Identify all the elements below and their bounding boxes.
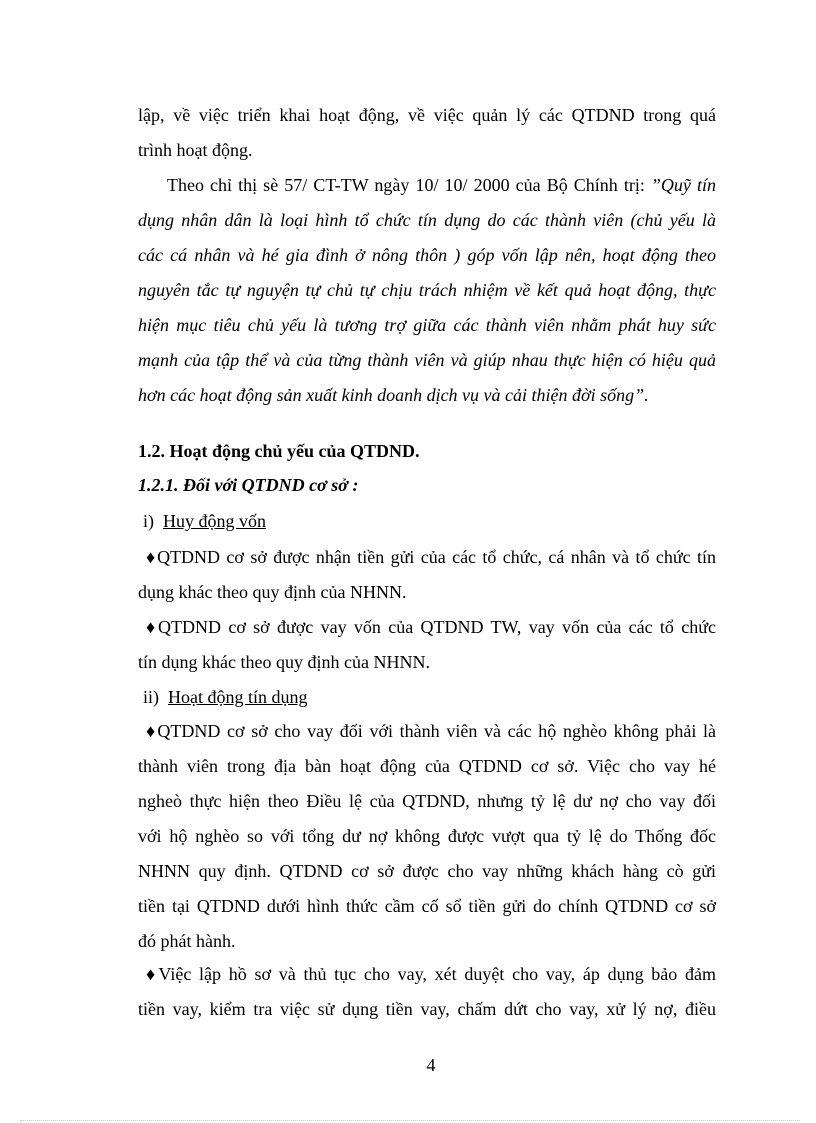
bullet-line (146, 719, 716, 743)
quote-line: nguyên tắc tự nguyện tự chủ tự chịu trách nhiệm về kết quả hoạt động, thực (138, 280, 716, 300)
bullet-text: Việc lập hồ sơ và thủ tục cho vay, xét duyệt cho vay, áp dụng bảo đảm (158, 964, 716, 984)
item-ii-title: Hoạt động tín dụng (168, 687, 308, 707)
bullet-line: dụng khác theo quy định của NHNN. (138, 582, 407, 602)
diamond-bullet-icon: ♦ (146, 617, 159, 637)
directive-line (167, 173, 716, 197)
bullet-line: đó phát hành. (138, 931, 236, 951)
diamond-bullet-icon: ♦ (146, 964, 159, 984)
bullet-line (146, 615, 716, 639)
bullet-line: NHNN quy định. QTDND cơ sở được cho vay những khách hàng cò gửi (138, 861, 716, 881)
quote-line: mạnh của tập thể và của từng thành viên và giúp nhau thực hiện có hiệu quả (138, 350, 716, 370)
paragraph-line: trình hoạt động. (138, 140, 253, 160)
paragraph-line: lập, về việc triển khai hoạt động, về việc quản lý các QTDND trong quá (138, 105, 716, 125)
directive-quote-start: ”Quỹ tín (650, 175, 716, 195)
bullet-line: với hộ nghèo so với tổng dư nợ không được vượt qua tỷ lệ do Thống đốc (138, 826, 716, 846)
item-i-title: Huy động vốn (163, 511, 266, 531)
bullet-line: tiền tại QTDND dưới hình thức cầm cố sổ tiền gửi do chính QTDND cơ sở (138, 896, 716, 916)
bullet-text: QTDND cơ sở được nhận tiền gửi của các tổ chức, cá nhân và tổ chức tín (157, 547, 716, 567)
item-ii (143, 685, 721, 709)
bullet-text: QTDND cơ sở cho vay đối với thành viên và các hộ nghèo không phải là (157, 721, 716, 741)
bullet-line: tiền vay, kiểm tra việc sử dụng tiền vay, chấm dứt cho vay, xử lý nợ, điều (138, 999, 716, 1019)
bullet-line: thành viên trong địa bàn hoạt động của QTDND cơ sở. Việc cho vay hé (138, 756, 716, 776)
page-number: 4 (426, 1055, 436, 1075)
directive-lead: Theo chỉ thị sè 57/ CT-TW ngày 10/ 10/ 2000 của Bộ Chính trị: (167, 175, 651, 195)
bullet-line: tín dụng khác theo quy định của NHNN. (138, 652, 430, 672)
section-heading: 1.2. Hoạt động chủ yếu của QTDND. (138, 441, 420, 461)
page-bottom-rule (20, 1120, 800, 1121)
quote-line: hơn các hoạt động sản xuất kinh doanh dịch vụ và cải thiện đời sống”. (138, 385, 649, 405)
item-ii-label: ii) (143, 687, 159, 707)
quote-line: hiện mục tiêu chủ yếu là tương trợ giữa các thành viên nhằm phát huy sức (138, 315, 716, 335)
diamond-bullet-icon: ♦ (146, 547, 158, 567)
item-i (143, 509, 721, 533)
subsection-heading: 1.2.1. Đối với QTDND cơ sở : (138, 475, 359, 495)
bullet-line (146, 545, 716, 569)
diamond-bullet-icon: ♦ (146, 721, 158, 741)
bullet-line: ngheò thực hiện theo Điều lệ của QTDND, nhưng tỷ lệ dư nợ cho vay đối (138, 791, 716, 811)
bullet-line (146, 962, 716, 986)
quote-line: các cá nhân và hé gia đình ở nông thôn ) góp vốn lập nên, hoạt động theo (138, 245, 716, 265)
quote-line: dụng nhân dân là loại hình tổ chức tín dụng do các thành viên (chủ yếu là (138, 210, 716, 230)
bullet-text: QTDND cơ sở được vay vốn của QTDND TW, vay vốn của các tổ chức (158, 617, 716, 637)
item-i-label: i) (143, 511, 154, 531)
